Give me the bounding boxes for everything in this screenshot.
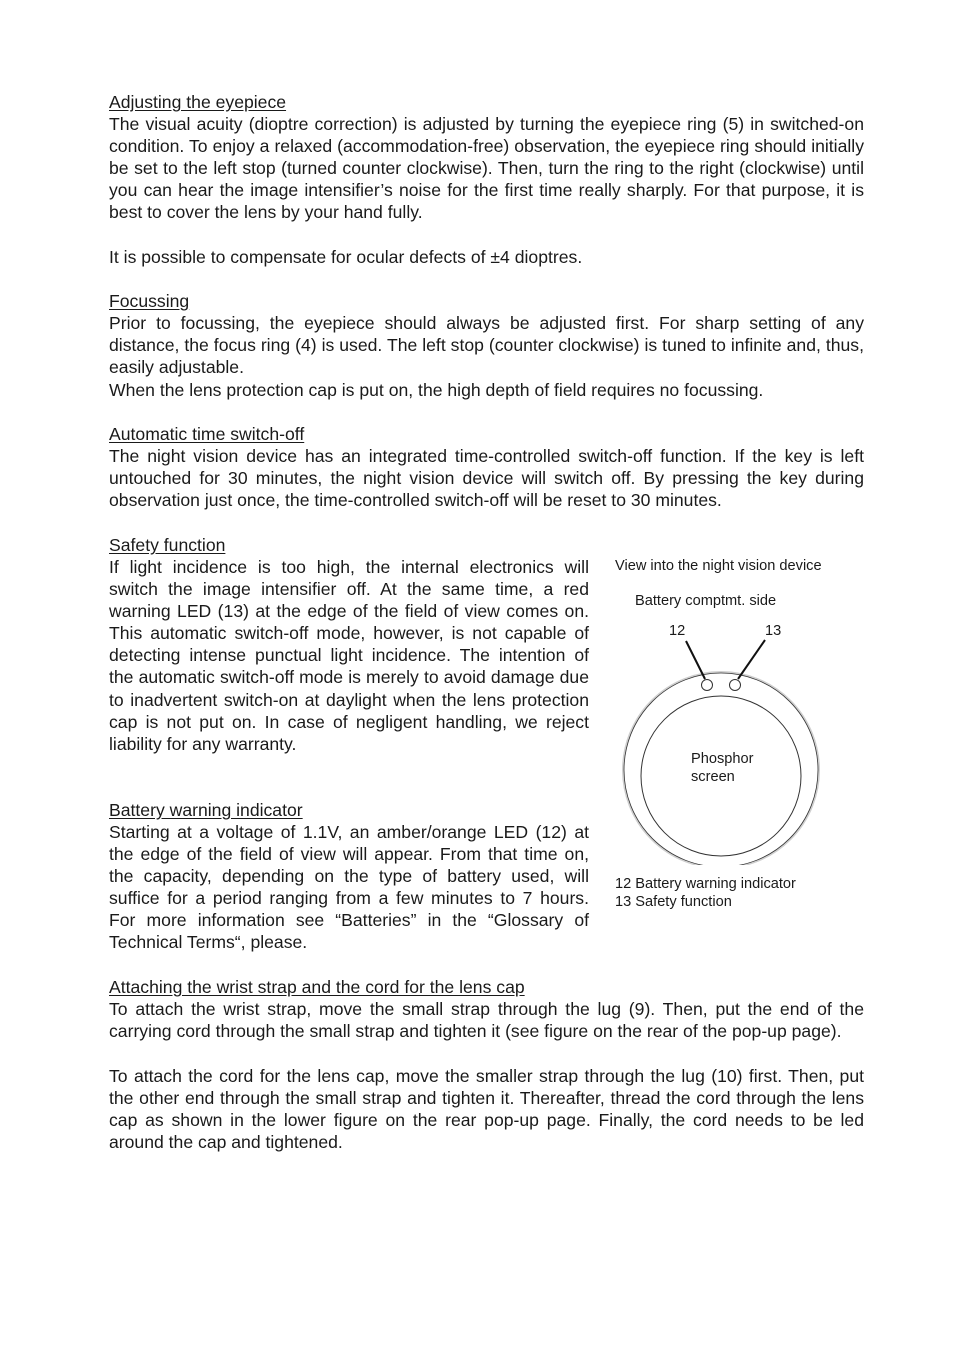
paragraph-battery-warning: Starting at a voltage of 1.1V, an amber/orange LED (12) at the edge of the field of view will appear. From that time on, the capacity, depending on the type of battery used, will suffice for a period ranging from a few minutes to 7 hours. For more information see “Batteries” in the “Glossary of Technical Terms“, please. (109, 822, 589, 953)
night-vision-diagram (600, 615, 840, 865)
pointer-line-13 (738, 640, 765, 679)
legend-13: 13 Safety function (615, 894, 732, 910)
heading-focussing: Focussing (109, 291, 190, 311)
paragraph-focussing-1: Prior to focussing, the eyepiece should always be adjusted first. For sharp setting of any distance, the focus ring (4) is used. The left stop (counter clockwise) is tuned to infinite and, thus, easily adjustable. (109, 313, 864, 378)
heading-safety-function: Safety function (109, 535, 226, 555)
legend-12: 12 Battery warning indicator (615, 876, 796, 892)
pointer-line-12 (686, 641, 705, 679)
figure-label-12: 12 (669, 623, 686, 639)
figure-title: View into the night vision device (615, 558, 822, 574)
paragraph-eyepiece-2: It is possible to compensate for ocular defects of ±4 dioptres. (109, 247, 583, 267)
led-13-safety (730, 680, 741, 691)
paragraph-eyepiece-1: The visual acuity (dioptre correction) is adjusted by turning the eyepiece ring (5) in switched-on condition. To enjoy a relaxed (accommodation-free) observation, the eyepiece ring should initially be set to the left stop (turned counter clockwise). Then, turn the ring to the right (clockwise) until you can hear the image intensifier’s noise for the first time really sharply. For that purpose, it is best to cover the lens by your hand fully. (109, 114, 864, 223)
paragraph-automatic-switch-off: The night vision device has an integrated time-controlled switch-off function. If the key is left untouched for 30 minutes, the night vision device will switch off. By pressing the key during observation just once, the time-controlled switch-off will be reset to 30 minutes. (109, 446, 864, 511)
phosphor-screen-label-2: screen (691, 769, 735, 785)
led-12-battery-warning (702, 680, 713, 691)
paragraph-wrist-strap-2: To attach the cord for the lens cap, move the smaller strap through the lug (10) first. Then, put the other end through the small strap and tighten it. Thereafter, thread the cord through the lens cap as shown in the lower figure on the rear pop-up page. Finally, the cord needs to be led around the cap and tightened. (109, 1066, 864, 1153)
figure-subtitle: Battery comptmt. side (635, 593, 777, 609)
heading-adjusting-eyepiece: Adjusting the eyepiece (109, 92, 287, 112)
heading-wrist-strap: Attaching the wrist strap and the cord for the lens cap (109, 977, 525, 997)
paragraph-wrist-strap-1: To attach the wrist strap, move the small strap through the lug (9). Then, put the end of the carrying cord through the small strap and tighten it (see figure on the rear of the pop-up page). (109, 999, 864, 1042)
heading-battery-warning: Battery warning indicator (109, 800, 303, 820)
paragraph-safety-function: If light incidence is too high, the internal electronics will switch the image intensifier off. At the same time, a red warning LED (13) at the edge of the field of view comes on. This automatic switch-off mode, however, is not capable of detecting intense punctual light incidence. The intention of the automatic switch-off mode is merely to avoid damage due to inadvertent switch-on at daylight when the lens protection cap is not put on. In case of negligent handling, we reject liability for any warranty. (109, 557, 589, 754)
figure-label-13: 13 (765, 623, 782, 639)
paragraph-focussing-2: When the lens protection cap is put on, the high depth of field requires no focussing. (109, 380, 764, 400)
heading-automatic-switch-off: Automatic time switch-off (109, 424, 305, 444)
phosphor-screen-label-1: Phosphor (691, 751, 754, 767)
